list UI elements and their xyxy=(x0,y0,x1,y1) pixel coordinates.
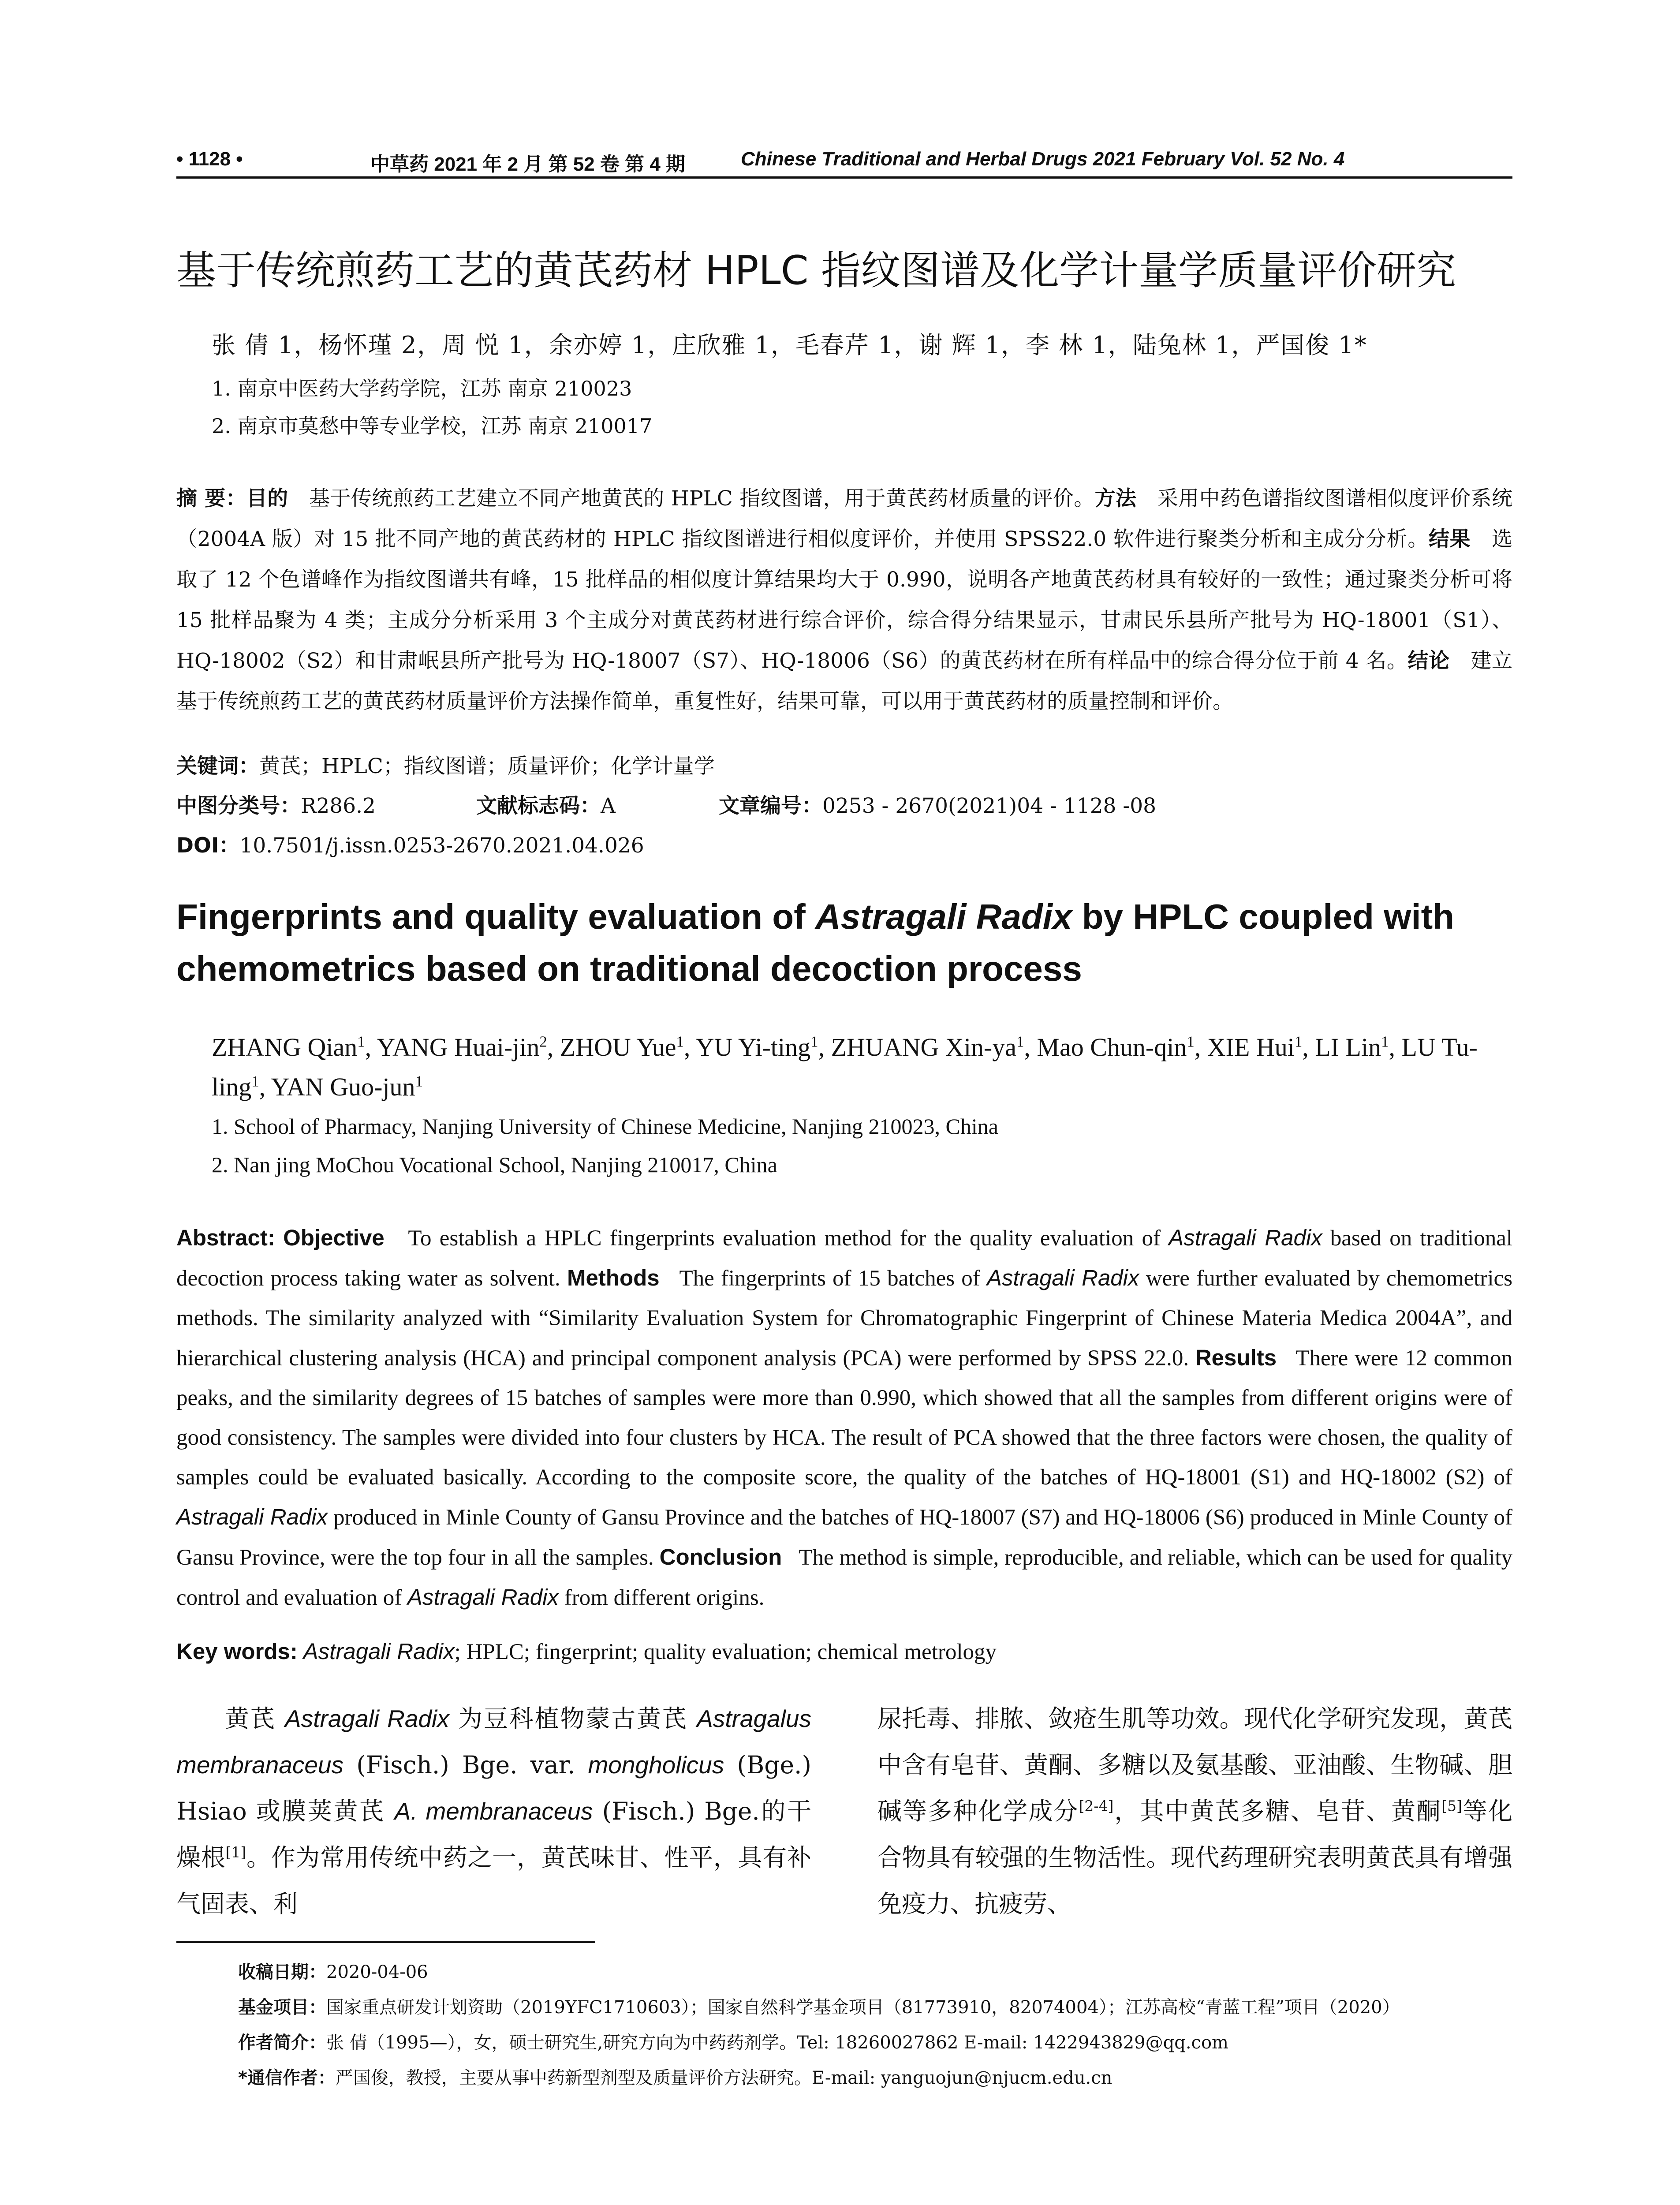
cn-abstract-label: 摘 要： xyxy=(176,486,246,511)
footnote-funding: 基金项目：国家重点研发计划资助（2019YFC1710603）；国家自然科学基金项目（81773910，82074004）；江苏高校“青蓝工程”项目（2020） xyxy=(238,1997,1400,2018)
footnote-author-bio: 作者简介：张 倩（1995—），女，硕士研究生,研究方向为中药药剂学。Tel: 18260027862 E-mail: 1422943829@qq.com xyxy=(238,2033,1228,2053)
cn-conclusion-text: 建立基于传统煎药工艺的黄芪药材质量评价方法操作简单，重复性好，结果可靠，可以用于黄芪药材的质量控制和评价。 xyxy=(176,649,1513,714)
en-author: YANG Huai-jin$^2$ xyxy=(377,1033,547,1061)
en-author: ZHANG Qian$^1$ xyxy=(212,1033,365,1061)
en-keywords-label: Key words: xyxy=(176,1639,298,1664)
doc-code-field: 文献标志码：A xyxy=(476,794,616,818)
cn-title: 基于传统煎药工艺的黄芪药材 HPLC 指纹图谱及化学计量学质量评价研究 xyxy=(176,247,1456,294)
en-authors: ZHANG Qian$^1$, YANG Huai-jin$^2$, ZHOU Yue$^1$, YU Yi-ting$^1$, ZHUANG Xin-$ya^1$, Mao Chun-qin$^1$, XIE Hui$^1$, LI Lin$^1$, LU Tu-ling$^1$, YAN Guo-jun$^1$ xyxy=(212,1033,1478,1101)
footnote-rule xyxy=(176,1941,595,1943)
en-affiliation-1: 1. School of Pharmacy, Nanjing University of Chinese Medicine, Nanjing 210023, China xyxy=(212,1114,998,1139)
en-conclusion-label: Conclusion xyxy=(659,1544,782,1570)
clc-field: 中图分类号：R286.2 xyxy=(176,794,376,818)
cn-classification xyxy=(176,789,1512,819)
cn-affiliation-1: 1. 南京中医药大学药学院，江苏 南京 210023 xyxy=(212,377,632,400)
cn-results-label: 结果 xyxy=(1428,527,1471,551)
en-abstract: Abstract: Objective To establish a HPLC fingerprints evaluation method for the quality evaluation of Astragali Radix based on traditional decoction process taking water as solvent. Methods The fingerprints of 15 batches of Astragali Radix were further evaluated by chemometrics methods. The similarity analyzed with “Similarity Evaluation System for Chromatographic Fingerprint of Chinese Materia Medica 2004A”, and hierarchical clustering analysis (HCA) and principal component analysis (PCA) were performed by SPSS 22.0. Results There were 12 common peaks, and the similarity degrees of 15 batches of samples were more than 0.990, which showed that all the samples from different origins were of good consistency. The samples were divided into four clusters by HCA. The result of PCA showed that the three factors were chosen, the quality of samples could be evaluated basically. According to the composite score, the quality of the batches of HQ-18001 (S1) and HQ-18002 (S2) of Astragali Radix produced in Minle County of Gansu Province and the batches of HQ-18007 (S7) and HQ-18006 (S6) produced in Minle County of Gansu Province, were the top four in all the samples. Conclusion The method is simple, reproducible, and reliable, which can be used for quality control and evaluation of Astragali Radix from different origins. xyxy=(176,1225,1513,1610)
citation: [5] xyxy=(1441,1797,1462,1815)
en-author: ZHOU Yue$^1$ xyxy=(560,1033,684,1061)
cn-abstract xyxy=(176,478,1512,722)
en-author: LI Lin$^1$ xyxy=(1315,1033,1389,1061)
doi-value: 10.7501/j.issn.0253-2670.2021.04.026 xyxy=(239,833,644,858)
article-number-field: 文章编号：0253 - 2670(2021)04 - 1128 -08 xyxy=(719,794,1157,818)
cn-affiliation-2: 2. 南京市莫愁中等专业学校，江苏 南京 210017 xyxy=(212,414,653,438)
header-rule xyxy=(176,176,1512,179)
en-author: Mao Chun-qin$^1$ xyxy=(1037,1033,1195,1061)
en-author: YU Yi-ting$^1$ xyxy=(695,1033,818,1061)
cn-objective-label: 目的 xyxy=(246,486,288,511)
journal-cn-info: 中草药 2021 年 2 月 第 52 卷 第 4 期 xyxy=(370,153,686,175)
cn-results-text: 选取了 12 个色谱峰作为指纹图谱共有峰，15 批样品的相似度计算结果均大于 0.990，说明各产地黄芪药材具有较好的一致性；通过聚类分析可将 15 批样品聚为 4 类；主成分分析采用 3 个主成分对黄芪药材进行综合评价，综合得分结果显示，甘肃民乐县所产批号为 HQ-18001（S1）、HQ-18002（S2）和甘肃岷县所产批号为 HQ-18007（S7）、HQ-18006（S6）的黄芪药材在所有样品中的综合得分位于前 4 名。 xyxy=(176,527,1513,673)
cn-keywords-text: 黄芪；HPLC；指纹图谱；质量评价；化学计量学 xyxy=(259,754,715,778)
en-title-species: Astragali Radix xyxy=(815,897,1072,936)
en-author: YAN Guo-jun$^1$ xyxy=(271,1073,423,1101)
body-column-right: 尿托毒、排脓、敛疮生肌等功效。现代化学研究发现，黄芪中含有皂苷、黄酮、多糖以及氨基酸、亚油酸、生物碱、胆碱等多种化学成分[2-4]，其中黄芪多糖、皂苷、黄酮[5]等化合物具有较强的生物活性。现代药理研究表明黄芪具有增强免疫力、抗疲劳、 xyxy=(877,1704,1512,1918)
footnote-corresponding: *通信作者：严国俊，教授，主要从事中药新型剂型及质量评价方法研究。E-mail: yanguojun@njucm.edu.cn xyxy=(238,2068,1113,2088)
cn-authors: 张 倩 1，杨怀瑾 2，周 悦 1，余亦婷 1，庄欣雅 1，毛春芹 1，谢 辉 1，李 林 1，陆兔林 1，严国俊 1* xyxy=(212,331,1367,359)
cn-keywords xyxy=(176,750,1512,779)
journal-en-info: Chinese Traditional and Herbal Drugs 2021 February Vol. 52 No. 4 xyxy=(741,148,1345,170)
en-keywords: Key words: Astragali Radix; HPLC; fingerprint; quality evaluation; chemical metrology xyxy=(176,1639,997,1664)
en-objective-label: Objective xyxy=(283,1225,385,1250)
doi xyxy=(176,829,1512,859)
citation: [1] xyxy=(225,1843,246,1861)
running-header xyxy=(176,146,1512,176)
cn-methods-label: 方法 xyxy=(1094,486,1137,511)
body-column-left: 黄芪 Astragali Radix 为豆科植物蒙古黄芪 Astragalus membranaceus (Fisch.) Bge. var. mongholicus (Bge.) Hsiao 或膜荚黄芪 A. membranaceus (Fisch.) Bge.的干燥根[1]。作为常用传统中药之一，黄芪味甘、性平，具有补气固表、利 xyxy=(176,1704,812,1918)
en-results-label: Results xyxy=(1195,1345,1277,1370)
cn-objective-text: 基于传统煎药工艺建立不同产地黄芪的 HPLC 指纹图谱，用于黄芪药材质量的评价。 xyxy=(309,486,1095,511)
cn-keywords-label: 关键词： xyxy=(176,754,259,778)
page-number: • 1128 • xyxy=(176,148,243,170)
en-author: LU Tu-ling$^1$ xyxy=(212,1033,1478,1101)
en-author: XIE Hui$^1$ xyxy=(1207,1033,1303,1061)
en-methods-label: Methods xyxy=(567,1265,660,1290)
citation: [2-4] xyxy=(1079,1797,1114,1815)
en-affiliation-2: 2. Nan jing MoChou Vocational School, Nanjing 210017, China xyxy=(212,1152,777,1177)
footnote-received: 收稿日期：2020-04-06 xyxy=(238,1962,428,1982)
en-title: Fingerprints and quality evaluation of Astragali Radix by HPLC coupled with chemometrics based on traditional decoction process xyxy=(176,897,1455,988)
cn-methods-text: 采用中药色谱指纹图谱相似度评价系统（2004A 版）对 15 批不同产地的黄芪药材的 HPLC 指纹图谱进行相似度评价，并使用 SPSS22.0 软件进行聚类分析和主成分分析。 xyxy=(176,486,1513,551)
cn-conclusion-label: 结论 xyxy=(1407,649,1450,673)
en-author: ZHUANG Xin-$ya^1$ xyxy=(831,1033,1024,1061)
en-abstract-label: Abstract: xyxy=(176,1225,275,1250)
doi-label: DOI： xyxy=(176,833,240,858)
